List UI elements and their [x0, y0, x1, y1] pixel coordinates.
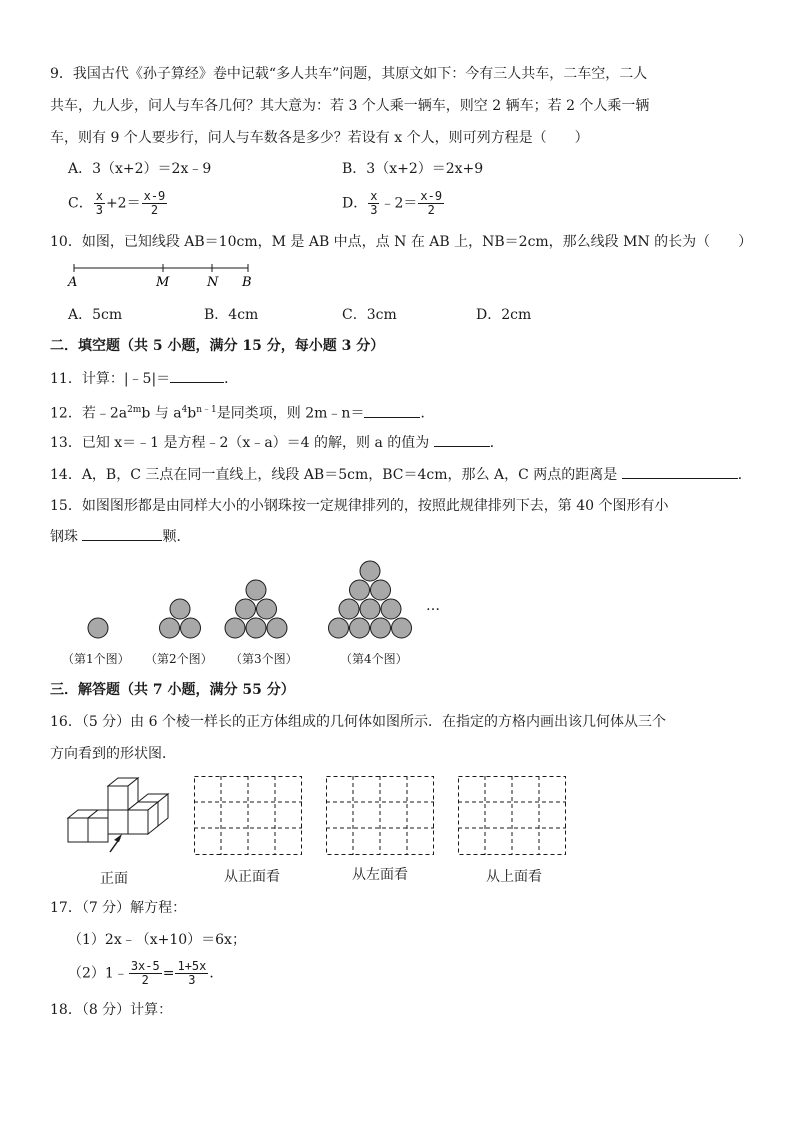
- steel-ball: [246, 618, 266, 638]
- caption-figure-4: （第4个图）: [340, 652, 408, 666]
- steel-ball: [181, 618, 201, 638]
- q10-option-b: B．4cm: [204, 307, 259, 323]
- q9-line2: 共车，九人步，问人与车各几何？其大意为：若 3 个人乘一辆车，则空 2 辆车；若 2 个人乘一辆: [50, 98, 650, 114]
- q18-title: 18．（8 分）计算：: [50, 1002, 173, 1018]
- q9-option-d-fraction-1: $\frac{x}{3}$: [370, 189, 378, 217]
- steel-ball: [381, 599, 401, 619]
- q13-text: 13．已知 x＝﹣1 是方程﹣2（x﹣a）＝4 的解，则 a 的值为: [50, 435, 430, 451]
- q17-part1: （1）2x﹣（x+10）＝6x；: [68, 932, 246, 948]
- q17-part2-fraction-1: $\frac{3x-5}{2}$: [130, 959, 160, 987]
- steel-ball: [350, 580, 370, 600]
- q10-line1: 10．如图，已知线段 AB＝10cm，M 是 AB 中点，点 N 在 AB 上，NB＝2cm，那么线段 MN 的长为（ ）: [50, 234, 753, 250]
- label-a: A: [68, 275, 78, 290]
- label-front-view: 从正面看: [224, 869, 280, 885]
- label-n: N: [207, 275, 219, 290]
- steel-ball: [236, 599, 256, 619]
- front-direction-label: 正面: [100, 871, 128, 887]
- q15-bead-figures: [80, 556, 480, 646]
- label-b: B: [242, 275, 252, 290]
- caption-figure-2: （第2个图）: [145, 652, 213, 666]
- q11-text: 11．计算：|﹣5|＝: [50, 371, 171, 387]
- q9-line3: 车，则有 9 个人要步行，问人与车数各是多少？若设有 x 个人，则可列方程是（ ）: [50, 130, 589, 146]
- steel-ball: [360, 561, 380, 581]
- steel-ball: [170, 599, 190, 619]
- section-3-heading: 三．解答题（共 7 小题，满分 55 分）: [50, 682, 295, 698]
- q15-blank[interactable]: [82, 526, 162, 541]
- grid-left-view[interactable]: [326, 776, 434, 856]
- q9-option-d-mid: ﹣2＝: [380, 195, 418, 212]
- q9-option-c-mid: +2＝: [105, 195, 141, 212]
- q17-part2: （2）1﹣ $\frac{3x-5}{2}$ = $\frac{1+5x}{3}$ ．: [68, 959, 224, 987]
- q9-option-b: B．3（x+2）＝2x+9: [342, 161, 484, 177]
- cube-front-left: [68, 818, 88, 842]
- q16-line2: 方向看到的形状图．: [50, 746, 176, 762]
- label-m: M: [156, 275, 170, 290]
- q14-blank[interactable]: [622, 464, 738, 479]
- label-left-view: 从左面看: [352, 867, 408, 883]
- cube-front-left-2: [88, 818, 108, 842]
- q17-part2-fraction-2: $\frac{1+5x}{3}$: [177, 959, 207, 987]
- q15-line2: 钢珠 颗．: [50, 526, 190, 547]
- q9-option-d: [342, 190, 445, 217]
- steel-ball: [160, 618, 180, 638]
- q10-option-d: D．2cm: [476, 307, 532, 323]
- q12: 12．若$﹣2a^{2m}b$ 与 $a^4b^{n﹣1}$是同类项，则 2m﹣n＝ ．: [50, 400, 434, 424]
- cube-front-mid: [108, 810, 128, 834]
- q12-blank[interactable]: [364, 403, 420, 418]
- steel-ball: [225, 618, 245, 638]
- steel-ball: [392, 618, 412, 638]
- q9-option-c: [68, 190, 168, 217]
- steel-ball: [88, 618, 108, 638]
- q13-blank[interactable]: [434, 432, 490, 447]
- q10-option-a: A．5cm: [68, 307, 123, 323]
- q9-option-c-fraction-1: $\frac{x}{3}$: [95, 189, 103, 217]
- steel-ball: [371, 618, 391, 638]
- q9-option-c-fraction-2: $\frac{x-9}{2}$: [143, 189, 166, 217]
- caption-figure-3: （第3个图）: [230, 652, 298, 666]
- q15-line1: 15．如图图形都是由同样大小的小钢珠按一定规律排列的，按照此规律排列下去，第 40 个图形有小: [50, 498, 669, 514]
- cube-front-right: [128, 810, 148, 834]
- q9-option-d-fraction-2: $\frac{x-9}{2}$: [420, 189, 443, 217]
- steel-ball: [371, 580, 391, 600]
- steel-ball: [360, 599, 380, 619]
- label-top-view: 从上面看: [486, 869, 542, 885]
- q9-option-d-label: D．: [342, 195, 368, 212]
- q9-option-a: A．3（x+2）＝2x﹣9: [68, 161, 212, 177]
- q14: 14．A，B，C 三点在同一直线上，线段 AB＝5cm，BC＝4cm，那么 A，C 两点的距离是 ．: [50, 464, 752, 485]
- q13: 13．已知 x＝﹣1 是方程﹣2（x﹣a）＝4 的解，则 a 的值为 ．: [50, 432, 504, 453]
- q16-cube-solid-figure: [64, 768, 174, 858]
- steel-ball: [246, 580, 266, 600]
- q15-ellipsis: …: [426, 598, 440, 614]
- q14-text: 14．A，B，C 三点在同一直线上，线段 AB＝5cm，BC＝4cm，那么 A，C 两点的距离是: [50, 467, 618, 483]
- q9-line1: 9．我国古代《孙子算经》卷中记载“多人共车”问题，其原文如下：今有三人共车，二车空，二人: [50, 66, 648, 82]
- section-2-heading: 二．填空题（共 5 小题，满分 15 分，每小题 3 分）: [50, 338, 385, 354]
- steel-ball: [350, 618, 370, 638]
- cube-front-upper: [108, 786, 128, 810]
- caption-figure-1: （第1个图）: [62, 652, 130, 666]
- q10-segment-figure: [66, 260, 266, 290]
- steel-ball: [257, 599, 277, 619]
- view-arrow-head: [114, 834, 122, 842]
- grid-top-view[interactable]: [458, 776, 566, 856]
- q17-title: 17．（7 分）解方程：: [50, 900, 187, 916]
- steel-ball: [339, 599, 359, 619]
- q16-line1: 16．（5 分）由 6 个棱一样长的正方体组成的几何体如图所示．在指定的方格内画出该几何体从三个: [50, 714, 666, 730]
- steel-ball: [329, 618, 349, 638]
- steel-ball: [267, 618, 287, 638]
- q11-blank[interactable]: [170, 368, 224, 383]
- q10-option-c: C．3cm: [342, 307, 397, 323]
- grid-front-view[interactable]: [194, 776, 302, 856]
- q11: 11．计算：|﹣5|＝ ．: [50, 368, 238, 389]
- q9-option-c-label: C．: [68, 195, 93, 212]
